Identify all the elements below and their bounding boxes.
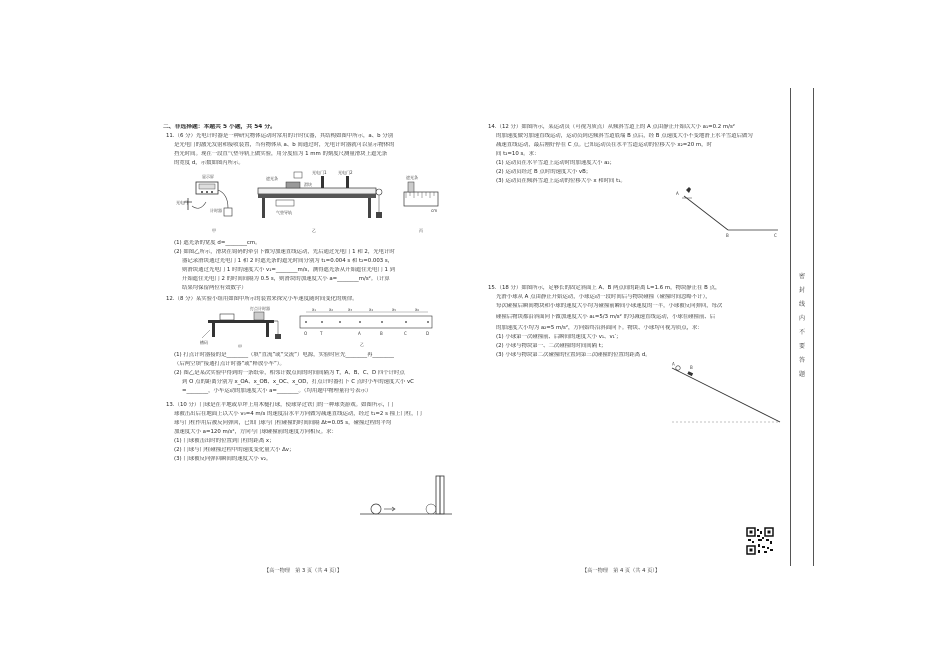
q13-line: 加速度大小 a=120 m/s²，方向与门球碰撞前的速度方向相反。求： bbox=[174, 429, 337, 435]
q13-line: 球被击出后在地面上以大小 v₀=4 m/s 的速度沿水平方向做匀减速直线运动，经过 t₁=2 s 撞上门柱，门 bbox=[174, 411, 422, 417]
q12-figure bbox=[200, 304, 440, 348]
q11-figure bbox=[176, 168, 444, 236]
q11-fig-caption-jia: 甲 bbox=[212, 228, 216, 233]
q15-line: 的加速度大小均为 a₂=5 m/s²，方向始终沿斜面向下。物块、小球均可视为质点，求： bbox=[496, 325, 703, 331]
q12-fig-label: T bbox=[320, 331, 323, 336]
q12-fig-label: x₆ bbox=[415, 307, 419, 312]
q12-sub-line: (1) 打点计时器接的是________（填“直流”或“交流”）电源，实验时应先________再________ bbox=[174, 352, 394, 358]
binding-notice: 密 封 线 内 不 要 答 题 bbox=[798, 273, 805, 378]
q11-line: 是光电门的激光发射和接收装置，当有物体从 a、b 间通过时，光电计时器就可以显示物体的 bbox=[174, 142, 395, 148]
q11-fig-label: 遮光条 bbox=[266, 176, 278, 181]
q15-line: (2) 小球与物块第一、二次碰撞的时间间隔 t； bbox=[496, 343, 607, 349]
q11-fig-label: 显示屏 bbox=[202, 174, 214, 179]
q14-line: 的加速度做匀加速直线运动，运动员到达倾斜雪道底端 B 点后，经 B 点速度大小不变地滑上水平雪道后做匀 bbox=[496, 133, 753, 139]
q15-line: (1) 小球第一次碰撞前、后瞬间的速度大小 v₁、v₁′； bbox=[496, 334, 622, 340]
q11-line: 11.（6 分）光电计时器是一种研究物体运动时常用的计时仪器，其结构如图甲所示，a、b 分别 bbox=[166, 133, 393, 139]
q12-fig-label: D bbox=[426, 331, 430, 336]
q11-sub-line: (1) 遮光条的宽度 d=________cm。 bbox=[174, 240, 261, 246]
q13-line: (1) 门球被击出时的位置到门柱的距离 x； bbox=[174, 438, 275, 444]
q15-fig-label-a: A bbox=[672, 362, 675, 367]
q11-line: 的宽度 d，示数如图丙所示。 bbox=[174, 160, 244, 166]
paper-tape-drawing bbox=[300, 312, 432, 328]
q15-fig-label-b: B bbox=[690, 365, 693, 370]
left-page-footer: 【高一物理 第 3 页（共 4 页）】 bbox=[264, 568, 343, 574]
q14-line: 减速直线运动，最后刚好停在 C 点。已知运动员在水平雪道运动的位移大小 x₂=20 m，时 bbox=[496, 142, 712, 148]
q11-fig-label: 光电门2 bbox=[338, 170, 353, 175]
q15-figure bbox=[668, 362, 786, 430]
q15-line: 光滑小球从 A 点由静止开始运动，小球运动一段时间后与物块碰撞（碰撞时间忽略不计）， bbox=[496, 294, 711, 300]
q12-fig-label: x₄ bbox=[369, 307, 373, 312]
q11-fig-label: 遮光条 bbox=[406, 175, 418, 180]
q12-fig-caption-yi: 乙 bbox=[360, 342, 364, 347]
q13-line: (3) 门球被反向弹回瞬间的速度大小 v₂。 bbox=[174, 456, 272, 462]
q14-line: (2) 运动员经过 B 点时的速度大小 vB； bbox=[496, 169, 592, 175]
q11-fig-label: 滑块 bbox=[304, 182, 312, 187]
incline-drawing bbox=[672, 366, 780, 422]
q14-fig-label-a: A bbox=[676, 191, 679, 196]
q12-sub-line: =________，小车运动的加速度大小 a=________。（均用题中物理量符号表示） bbox=[182, 388, 372, 394]
q11-fig-label: 光电门 bbox=[176, 200, 188, 205]
q12-fig-caption-jia: 甲 bbox=[238, 344, 242, 348]
gate-ball-drawing bbox=[360, 476, 452, 514]
q12-fig-label: x₁ bbox=[312, 307, 316, 312]
q12-fig-label: x₂ bbox=[329, 307, 333, 312]
q15-line: 每次碰撞后瞬间物块和小球的速度大小均为碰撞前瞬间小球速度的一半，小球被反向弹回，每次 bbox=[496, 303, 723, 309]
ruler-drawing bbox=[404, 182, 438, 206]
q14-fig-label-c: C bbox=[774, 233, 777, 238]
q15-line: (3) 小球与物块第二次碰撞的位置到第三次碰撞的位置的距离 d。 bbox=[496, 352, 651, 358]
q15-line: 15.（18 分）如图所示，足够长的固定斜面上 A、B 两点间的距离 L=1.6 m，物块静止在 B 点， bbox=[488, 285, 721, 291]
q11-fig-label: 气垫导轨 bbox=[276, 210, 292, 215]
q11-fig-caption-yi: 乙 bbox=[312, 228, 316, 233]
ski-slope-drawing bbox=[682, 187, 778, 230]
q12-fig-label: A bbox=[358, 331, 361, 336]
q11-line: 挡光时间。现在一段直气垫导轨上做实验，用分度值为 1 mm 的刻度尺测量滑块上遮光条 bbox=[174, 151, 388, 157]
q12-fig-label: B bbox=[380, 331, 383, 336]
q11-fig-label: cm bbox=[431, 208, 438, 213]
q11-sub-line: 结果均保留两位有效数字） bbox=[182, 285, 247, 291]
q12-fig-label: 打点计时器 bbox=[250, 306, 270, 311]
right-page-footer: 【高一物理 第 4 页（共 4 页）】 bbox=[582, 568, 661, 574]
section-title: 二、非选择题：本题共 5 小题，共 54 分。 bbox=[163, 124, 276, 130]
q12-sub-line: 到 O 点的距离分别为 x_OA、x_OB、x_OC、x_OD，打点计时器打下 C 点时小车的速度大小 vC bbox=[182, 379, 414, 385]
q13-line: 球与门柱作用后被反向弹回，已知门球与门柱碰撞的时间间隔 Δt=0.05 s，碰撞过程的平均 bbox=[174, 420, 392, 426]
q13-line: 13.（10 分）门球是在平地或草坪上用木槌打球，使球穿过铁门的一种球类游戏。如图所示，门 bbox=[166, 402, 394, 408]
q14-line: 14.（12 分）如图所示，某运动员（可视为质点）从倾斜雪道上的 A 点由静止开始以大小 a₁=0.2 m/s² bbox=[488, 124, 735, 130]
q11-fig-caption-bing: 丙 bbox=[419, 228, 423, 233]
q14-line: (1) 运动员在水平雪道上运动时的加速度大小 a₂； bbox=[496, 160, 615, 166]
photogate-timer-drawing bbox=[184, 182, 232, 216]
q11-sub-line: (2) 如图乙所示，滑块在钩码的牵引下做匀加速直线运动，先后通过光电门 1 和 2，光电计时 bbox=[174, 249, 395, 255]
cart-track-drawing bbox=[202, 312, 281, 339]
q13-line: (2) 门球与门柱碰撞过程中的速度变化量大小 Δv； bbox=[174, 447, 295, 453]
q12-fig-label: C bbox=[404, 331, 407, 336]
q12-fig-label: x₅ bbox=[392, 307, 396, 312]
q12-fig-label: 槽码 bbox=[200, 340, 208, 345]
q12-fig-label: O bbox=[304, 331, 308, 336]
q11-sub-line: 开始遮住光电门 2 的时间间隔为 0.5 s，则滑块的加速度大小 a=________m/s²。（计算 bbox=[182, 276, 390, 282]
q13-figure bbox=[356, 470, 456, 520]
q12-sub-line: （后两空填“接通打点计时器”或“释放小车”）。 bbox=[174, 361, 285, 367]
q14-figure bbox=[672, 186, 782, 238]
qr-code bbox=[746, 527, 774, 555]
q11-sub-line: 器记录滑块通过光电门 1 和 2 时遮光条的遮光时间分别为 t₁=0.004 s 和 t₂=0.003 s， bbox=[182, 258, 394, 264]
q11-fig-label: 计时器 bbox=[210, 208, 222, 213]
q14-fig-label-b: B bbox=[726, 233, 729, 238]
q12-sub-line: (2) 图乙是某次实验中得到的一条纸带，相邻计数点间的时间间隔为 T，A、B、C、D 四个计时点 bbox=[174, 370, 405, 376]
q12-line: 12.（8 分）某实验小组用如图甲所示的装置来探究小车速度随时间变化的规律。 bbox=[166, 296, 358, 302]
q12-fig-label: x₃ bbox=[348, 307, 352, 312]
q11-sub-line: 则滑块通过光电门 1 时的速度大小 v₁=________m/s，测得遮光条从开始遮住光电门 1 到 bbox=[182, 267, 396, 273]
q14-line: 间 t₂=10 s。求： bbox=[496, 151, 540, 157]
q15-line: 碰撞后物块都沿斜面向下做加速度大小 a₁=5/3 m/s² 的匀减速直线运动，小球在碰撞前、后 bbox=[496, 314, 716, 320]
q14-line: (3) 运动员在倾斜雪道上运动的位移大小 x 和时间 t₁。 bbox=[496, 178, 626, 184]
q11-fig-label: 光电门1 bbox=[312, 170, 327, 175]
